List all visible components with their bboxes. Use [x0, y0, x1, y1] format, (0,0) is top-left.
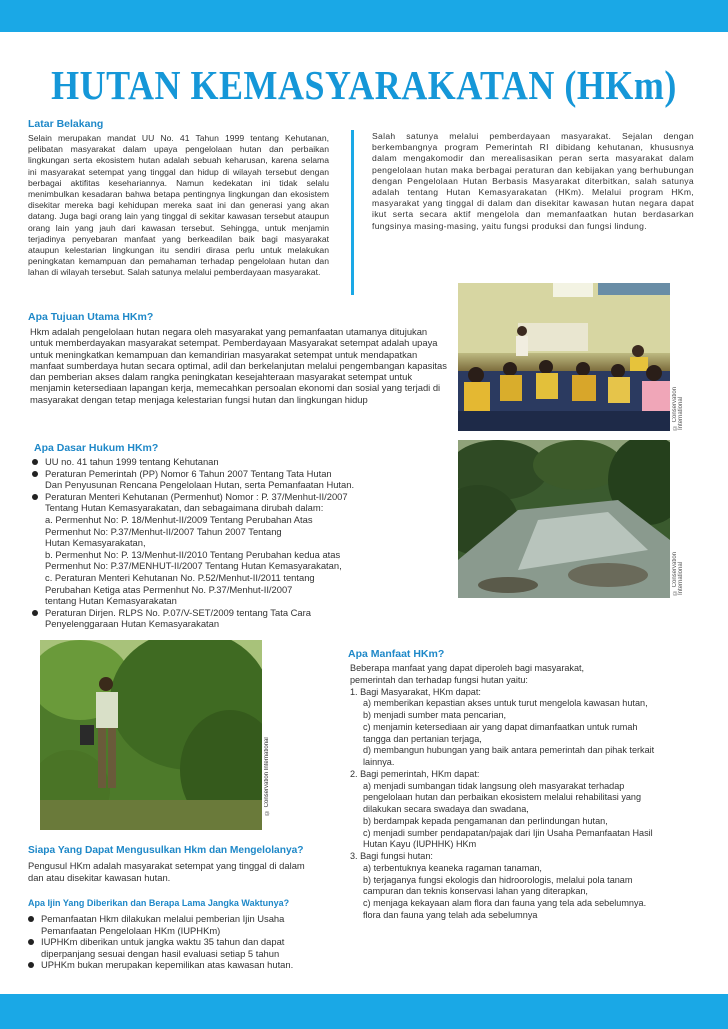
manfaat-line-text: d) membangun hubungan yang baik antara pemerintah dan pihak terkait	[363, 745, 655, 756]
ijin-line	[28, 948, 328, 960]
ijin-line-text: Pemanfaatan Hkm dilakukan melalui pemberian Ijin Usaha	[41, 913, 285, 924]
tujuan-text: Hkm adalah pengelolaan hutan negara oleh masyarakat yang pemanfaatan utamanya ditujukan untuk memberdayakan masyarakat setempat. Pemberdayaan Masyarakat setempat adalah upaya untuk meningkatkan kemampuan dan kemandirian masyarakat setempat untuk mendapatkan manfaat sumberdaya hutan secara optimal, adil dan berkelanjutan melalui pengembangan kapasitas dan pemberian akses dalam rangka peningkatan kesejahteraan masyarakat setempat untuk menjamin ketersediaan lapangan kerja, memecahkan persoalan ekonomi dan sosial yang terjadi di masyarakat dengan tetap menjaga kelestarian fungsi hutan dan lingkungan hidup	[30, 326, 447, 405]
manfaat-line-text: pemerintah dan terhadap fungsi hutan yaitu:	[350, 674, 528, 685]
manfaat-line	[350, 816, 700, 828]
manfaat-line-text: 1. Bagi Masyarakat, HKm dapat:	[350, 686, 481, 697]
siapa-text: Pengusul HKm adalah masyarakat setempat yang tinggal di dalam dan atau disekitar kawasan hutan.	[28, 860, 305, 883]
manfaat-line-text: c) menjaga kekayaan alam flora dan fauna yang tela ada sebelumnya.	[363, 898, 647, 908]
latar-right-text: Salah satunya melalui pemberdayaan masyarakat. Sejalan dengan berkembangnya program Pemerintah RI dibidang kehutanan, khususnya dalam mengakomodir dan merealisasikan peran serta masyarakat dalam pengelolaan hutan maka berbagai peraturan dan kebijakan yang berhubungan dengan Pengelolaan Hutan Berbasis Masyarakat diterbitkan, salah satunya adalah tentang Hutan Kemasyarakatan (HKm). Melalui program HKm, masyarakat yang tinggal di dalam dan disekitar kawasan hutan negara dapat ikut serta secara aktif mengelola dan memanfaatkan hutan berdasarkan fungsinya masing-masing, yaitu fungsi produksi dan fungsi lindung.	[372, 131, 694, 231]
manfaat-line	[350, 745, 700, 757]
manfaat-line	[350, 863, 700, 875]
dasar-line-text: Hutan Kemasyarakatan,	[45, 537, 146, 549]
ijin-line	[28, 936, 328, 948]
dasar-line-text: a. Permenhut No: P. 18/Menhut-II/2009 Tentang Perubahan Atas	[45, 513, 313, 525]
siapa-heading: Siapa Yang Dapat Mengusulkan Hkm dan Mengelolanya?	[28, 845, 304, 856]
dasar-line	[32, 537, 442, 549]
dasar-line-text: Penyelenggaraan Hutan Kemasyarakatan	[45, 618, 220, 630]
manfaat-line	[350, 875, 700, 887]
manfaat-line	[350, 769, 700, 781]
river-scene-image	[458, 440, 670, 598]
ijin-heading: Apa Ijin Yang Diberikan dan Berapa Lama Jangka Waktunya?	[28, 898, 290, 908]
manfaat-line	[350, 722, 700, 734]
manfaat-line-text: campuran dan teknis konservasi lahan yang diterapkan,	[363, 886, 588, 897]
manfaat-line-text: dilakukan secara swadaya dan swadana,	[363, 804, 529, 814]
manfaat-line	[350, 757, 700, 769]
dasar-line-text: Peraturan Pemerintah (PP) Nomor 6 Tahun 2007 Tentang Tata Hutan	[45, 467, 332, 479]
manfaat-line-text: pengelolaan hutan dan perbaikan ekosistem melalui rehabilitasi yang	[363, 792, 642, 803]
dasar-line	[32, 560, 442, 572]
manfaat-line-text: a) terbentuknya keaneka ragaman tanaman,	[363, 862, 542, 873]
manfaat-line	[350, 663, 700, 675]
manfaat-line-text: 2. Bagi pemerintah, HKm dapat:	[350, 768, 480, 779]
manfaat-line-text: c) menjamin ketersediaan air yang dapat dimanfaatkan untuk rumah	[363, 721, 638, 732]
bullet-icon	[28, 916, 34, 922]
dasar-line-text: Tentang Hutan Kemasyarakatan, dan sebagaimana dirubah dalam:	[45, 502, 324, 514]
page-title: HUTAN KEMASYARAKATAN (HKm)	[51, 62, 677, 108]
manfaat-line-text: a) menjadi sumbangan tidak langsung oleh masyarakat terhadap	[363, 780, 625, 791]
ijin-line-text: Pemanfaatan Pengelolaan HKm (IUPHKm)	[41, 924, 221, 936]
ijin-line	[28, 925, 328, 937]
bullet-icon	[28, 939, 34, 945]
ijin-list	[28, 913, 328, 971]
bottom-color-band	[0, 994, 728, 1029]
bullet-icon	[32, 494, 38, 500]
dasar-line-text: Peraturan Menteri Kehutanan (Permenhut) Nomor : P. 37/Menhut-II/2007	[45, 490, 348, 502]
ijin-line-text: UPHKm bukan merupakan kepemilikan atas kawasan hutan.	[41, 959, 294, 971]
dasar-line	[32, 595, 442, 607]
dasar-line	[32, 549, 442, 561]
manfaat-line	[350, 687, 700, 699]
dasar-line-text: Perubahan Ketiga atas Permenhut No. P.37/Menhut-II/2007	[45, 583, 293, 595]
meeting-scene-image	[458, 283, 670, 431]
manfaat-line	[350, 710, 700, 722]
divider-line	[351, 130, 354, 295]
bullet-icon	[32, 459, 38, 465]
dasar-line-text: tentang Hutan Kemasyarakatan	[45, 595, 177, 607]
manfaat-line	[350, 851, 700, 863]
manfaat-line-text: lainnya.	[363, 757, 395, 767]
manfaat-line	[350, 886, 700, 898]
dasar-line	[32, 502, 442, 514]
ijin-line-text: IUPHKm diberikan untuk jangka waktu 35 tahun dan dapat	[41, 936, 285, 948]
manfaat-heading: Apa Manfaat HKm?	[348, 648, 445, 660]
manfaat-line-text: Beberapa manfaat yang dapat diperoleh bagi masyarakat,	[350, 663, 585, 673]
manfaat-line	[350, 675, 700, 687]
ijin-line	[28, 913, 328, 925]
latar-left-text: Selain merupakan mandat UU No. 41 Tahun 1999 tentang Kehutanan, pelibatan masyarakat dalam upaya pengelolaan hutan dan perbaikan lingkungan serta ekosistem hutan adalah sebuah keharusan, karena selama ini masyarakat setempat yang tinggal dan hidup di wilayah tersebut dengan berbagai aktifitas kesehariannya. Namun kedekatan ini tidak selalu menimbulkan kesadaran bahwa betapa pentingnya lingkungan dan ekosistem disekitar mereka bagi kehidupan mereka saat ini dan generasi yang akan datang. Juga bagi orang lain yang tinggal di sekitar kawasan tersebut ataupun orang lain yang jauh dari kawasan tersebut. Sehingga, untuk menjamin terjadinya penyebaran manfaat yang berkeadilan baik bagi masyarakat ataupun kelestarian lingkungan itu sendiri dirasa perlu untuk melakukan peningkatan kemampuan dan pemahaman terhadap pengelolaan hutan dan lahan di wilayah tersebut. Salah satunya melalui pemberdayaan masyarakat.	[28, 133, 329, 278]
coffee-farmer-photo	[40, 640, 262, 830]
latar-heading: Latar Belakang	[28, 118, 104, 130]
dasar-line-text: Dan Penyusunan Rencana Pengelolaan Hutan, serta Pemanfaatan Hutan.	[45, 479, 355, 491]
bullet-icon	[32, 471, 38, 477]
manfaat-line	[350, 792, 700, 804]
manfaat-line	[350, 839, 700, 851]
credit-2: © Conservation International	[672, 551, 684, 595]
dasar-heading: Apa Dasar Hukum HKm?	[34, 442, 159, 454]
manfaat-line	[350, 734, 700, 746]
dasar-line	[32, 572, 442, 584]
manfaat-line-text: b) berdampak kepada pengamanan dan perlindungan hutan,	[363, 815, 608, 826]
bullet-icon	[28, 962, 34, 968]
dasar-line	[32, 584, 442, 596]
manfaat-line-text: c) menjadi sumber pendapatan/pajak dari Ijin Usaha Pemanfaatan Hasil	[363, 827, 653, 838]
dasar-line	[32, 618, 442, 630]
dasar-line-text: Permenhut No: P.37/MENHUT-II/2007 Tentang Hutan Kemasyarakatan,	[45, 560, 342, 572]
manfaat-list	[350, 663, 700, 922]
dasar-line	[32, 514, 442, 526]
credit-1: © Conservation International	[672, 386, 684, 430]
manfaat-line-text: b) menjadi sumber mata pencarian,	[363, 710, 507, 720]
manfaat-line-text: flora dan fauna yang telah ada sebelumnya	[363, 909, 538, 920]
manfaat-line	[350, 804, 700, 816]
meeting-photo	[458, 283, 670, 431]
manfaat-line	[350, 698, 700, 710]
top-color-band	[0, 0, 728, 32]
manfaat-line-text: 3. Bagi fungsi hutan:	[350, 851, 433, 861]
manfaat-line-text: Hutan Kayu (IUPHHK) HKm	[363, 839, 477, 850]
dasar-line	[32, 468, 442, 480]
manfaat-line	[350, 910, 700, 922]
manfaat-line-text: b) terjaganya fungsi ekologis dan hidroorologis, melalui pola tanam	[363, 874, 633, 885]
dasar-line-text: c. Peraturan Menteri Kehutanan No. P.52/Menhut-II/2011 tentang	[45, 571, 315, 583]
manfaat-line	[350, 898, 700, 910]
dasar-line-text: Permenhut No: P.37/Menhut-II/2007 Tahun 2007 Tentang	[45, 525, 282, 537]
dasar-line-text: UU no. 41 tahun 1999 tentang Kehutanan	[45, 456, 219, 467]
manfaat-line	[350, 781, 700, 793]
manfaat-line-text: tangga dan pertanian terjaga,	[363, 733, 482, 744]
dasar-line	[32, 479, 442, 491]
dasar-list	[32, 456, 442, 630]
coffee-farm-image	[40, 640, 262, 830]
dasar-line	[32, 607, 442, 619]
river-photo	[458, 440, 670, 598]
manfaat-line	[350, 828, 700, 840]
dasar-line	[32, 456, 442, 468]
dasar-line-text: b. Permenhut No: P. 13/Menhut-II/2010 Tentang Perubahan kedua atas	[45, 548, 341, 560]
dasar-line	[32, 491, 442, 503]
dasar-line	[32, 526, 442, 538]
ijin-line	[28, 959, 328, 971]
dasar-line-text: Peraturan Dirjen. RLPS No. P.07/V-SET/2009 tentang Tata Cara	[45, 606, 311, 618]
credit-3: © Conservation International	[264, 737, 270, 815]
tujuan-heading: Apa Tujuan Utama HKm?	[28, 311, 154, 323]
bullet-icon	[32, 610, 38, 616]
ijin-line-text: diperpanjang sesuai dengan hasil evaluasi setiap 5 tahun	[41, 947, 280, 959]
manfaat-line-text: a) memberikan kepastian akses untuk turut mengelola kawasan hutan,	[363, 698, 648, 709]
